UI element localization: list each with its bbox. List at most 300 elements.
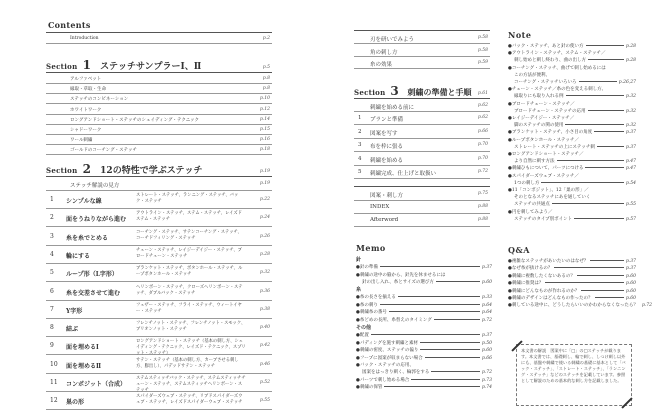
note-item[interactable] (514, 144, 636, 150)
section-title: 刺繍の準備と手順 (407, 87, 472, 97)
stitch-title: 面をうねりながら進む (66, 216, 127, 224)
toc-row[interactable] (46, 74, 272, 84)
section-page: p.5 (262, 65, 270, 70)
stitch-row[interactable] (46, 283, 272, 301)
memo-item-label: ●パディングを施す刺繍と素材 (356, 340, 418, 346)
stitch-desc: ヘリンボーン・ステッチ、クローズヘリンボーン・ステッチ、ダブルバック・ステッチ (136, 284, 243, 296)
note-item-line: そのとなるステッチにあを通していく (514, 195, 591, 201)
intro-page: p.2 (262, 36, 270, 41)
memo-item-page: p.37 (481, 265, 492, 270)
stitch-row[interactable] (46, 392, 272, 410)
note-item-page: p.54 (625, 180, 636, 186)
qa-item[interactable] (508, 295, 636, 301)
qa-item[interactable] (508, 280, 636, 286)
divider (354, 30, 490, 31)
note-item-line: ●円を刺してみよう／ (508, 209, 553, 215)
stitch-row[interactable] (46, 246, 272, 264)
section-word: Section (354, 88, 386, 97)
toc-label: ゴールドのコーチング・ステッチ (70, 148, 138, 154)
memo-item-label: ●刺繍の密度、ステッチの偏り (356, 348, 419, 353)
toc-page: p.58 (477, 35, 488, 40)
toc-label: シャドーワーク (70, 128, 102, 133)
memo-item-page: p.72 (481, 370, 492, 375)
note-item-line: ●レイジーデイジー・ステッチ／ (508, 116, 575, 121)
stitch-title: 糸を交差させて進む (66, 289, 121, 297)
qa-item-page: p.37 (625, 259, 636, 264)
memo-item[interactable] (356, 264, 492, 270)
toc-page: p.62 (477, 115, 488, 120)
note-item-label: ブロードチェーン・ステッチの応用 (514, 108, 586, 114)
intro-row[interactable] (46, 34, 272, 44)
note-item-label: 脚のステッチの関の使用 (514, 123, 564, 129)
toc-page: p.8 (262, 86, 270, 92)
leader-line (586, 45, 624, 46)
section-number: 2 (82, 162, 92, 176)
note-item-label: 1つの刺し方 (514, 180, 540, 186)
stitch-page: p.28 (259, 251, 270, 257)
leader-line (425, 357, 480, 358)
stitch-row[interactable] (46, 191, 272, 209)
stitch-row[interactable] (46, 374, 272, 392)
qa-item-label: ●刺繍に推奨は？ (508, 281, 544, 287)
leader-line (420, 349, 480, 350)
stitch-desc: チェーン・ステッチ、レイジーデイジー・ステッチ、ブロードチェーン・ステッチ (136, 247, 242, 259)
memo-item-page: p.37 (481, 333, 492, 338)
toc-row[interactable] (46, 115, 272, 125)
qa-item-label: ●なぜ糸が抜けるの？ (508, 266, 553, 272)
section1-heading (46, 58, 272, 72)
stitch-page: p.55 (259, 398, 270, 404)
memo-item[interactable] (356, 384, 492, 390)
note-item-label: ●バック・ステッチ、あと針の使い方 (508, 44, 584, 49)
memo-item-label: 図案をはっきり刺く、輪郭をする (362, 370, 430, 375)
leader-line (585, 167, 623, 168)
stitch-number: 3 (50, 232, 54, 240)
qa-heading: Q&A (508, 245, 530, 255)
stitch-number: 11 (50, 379, 58, 386)
leader-line (380, 304, 480, 305)
leader-line (588, 59, 624, 60)
stitch-desc: ブランケット・ステッチ、ボタンホール・ステッチ、ループボタンホール・ステッチ (136, 266, 243, 278)
qa-item-page: p.60 (625, 288, 636, 294)
leader-line (554, 267, 624, 268)
note-item-page: p.47 (625, 166, 636, 172)
leader-line (594, 131, 624, 132)
section3-intro-label: 刺繍を始める前に (370, 105, 415, 111)
toc-row[interactable] (354, 57, 490, 69)
memo-item[interactable] (356, 332, 492, 338)
toc-row[interactable] (354, 153, 490, 166)
memo-group-title: 糸 (356, 287, 362, 293)
leader-line (577, 275, 624, 276)
qa-item-label: ●複雑なステッチがあいたいのはなぜ？ (508, 259, 589, 264)
toc-row[interactable] (354, 32, 490, 44)
guide-page: p.19 (259, 181, 270, 186)
note-item[interactable] (508, 165, 636, 171)
section-word: Section (46, 166, 78, 175)
stitch-row[interactable] (46, 356, 272, 374)
note-item-label: ●刺繍ひもについて、パーツにつける (508, 166, 584, 172)
qa-item-label: ●刺繍にどんなものが作れるのか？ (508, 288, 580, 294)
stitch-title: 結ぶ (66, 326, 79, 334)
qa-item[interactable] (508, 302, 652, 309)
toc-page: p.58 (477, 47, 488, 53)
section3-intro-page: p.62 (477, 103, 488, 108)
toc-label: INDEX (370, 204, 390, 210)
leader-line (595, 297, 624, 298)
memo-item-page: p.50 (481, 340, 492, 346)
divider (354, 98, 490, 99)
leader-line (588, 110, 624, 111)
note-item[interactable] (514, 216, 636, 222)
leader-line (552, 203, 624, 204)
note-item[interactable] (514, 108, 636, 114)
memo-item[interactable] (356, 377, 492, 383)
toc-number: 4 (358, 155, 362, 162)
toc-number: 2 (358, 128, 362, 135)
note-item[interactable] (508, 129, 636, 135)
stitch-desc: スパイダーズウェブ・ステッチ、リブドスパイダーズウェブ・ステッチ、レイズドスパイダーウェブ・ステッチ (136, 394, 243, 406)
divider (46, 176, 272, 177)
toc-row[interactable] (354, 45, 490, 57)
memo-item-label: ●糸どめの長所、糸替えのタイミング (356, 317, 432, 323)
stitch-row[interactable] (46, 319, 272, 337)
memo-item-page: p.73 (481, 377, 492, 383)
section3-heading (354, 84, 490, 98)
toc-row[interactable] (354, 214, 490, 227)
qa-item-label: ●刺繍に複数したくないあるの？ (508, 273, 575, 279)
stitch-desc: ロングアンドショート・ステッチ（基本の刺し方、シェイディング・テクニック、レイズド・テクニック、スプリット・ステッチ） (136, 339, 246, 357)
section2-heading (46, 162, 272, 176)
toc-label: 刺繍を始める (370, 157, 404, 164)
qa-item-page: p.60 (625, 281, 636, 287)
memo-item-page: p.72 (481, 317, 492, 323)
memo-heading: Memo (356, 243, 386, 253)
toc-label: アルファベット (70, 77, 102, 82)
stitch-title: シンプルな線 (66, 198, 102, 205)
memo-item-page: p.64 (481, 302, 492, 308)
note-item-line: ●アウトライン・ステッチ、ステム・ステッチ／ (508, 51, 606, 57)
memo-item[interactable] (356, 355, 492, 361)
toc-row[interactable] (46, 125, 272, 135)
memo-item-page: p.66 (481, 355, 492, 361)
note-item-page: p.57 (625, 216, 636, 222)
toc-row[interactable] (354, 166, 490, 179)
stitch-title: コンポジット（合成） (66, 381, 127, 388)
note-item-page: p.26,27 (618, 80, 636, 85)
note-item-page: p.47 (625, 159, 636, 165)
section-page: p.61 (477, 91, 488, 96)
note-item[interactable] (514, 93, 636, 99)
note-heading: Note (508, 30, 532, 40)
note-item-line: ●スパイダーズウェブ・ステッチ／ (508, 173, 579, 179)
memo-item-line: ●バック・ステッチの応用、 (356, 363, 414, 368)
stitch-desc: ステムスティッチバック・ステッチ、ステムスティッチチェーン・ステッチ、ステムスティッチヘリンボーン・ステッチ (136, 376, 246, 393)
toc-row[interactable] (354, 126, 490, 139)
contents-heading: Contents (48, 20, 91, 30)
stitch-title: Y字形 (66, 307, 83, 315)
section-title: 12の特性で学ぶステッチ (100, 166, 203, 176)
stitch-desc: フェザー・ステッチ、フライ・ステッチ、ウィートイヤー・ステッチ (136, 302, 242, 314)
stitch-number: 7 (50, 305, 54, 313)
toc-label: 図案・刺し方 (370, 193, 404, 199)
section-number: 3 (390, 84, 399, 98)
stitch-title: 面を埋めるⅠ (66, 344, 99, 352)
leader-line (565, 124, 624, 125)
divider (46, 72, 272, 73)
note-item-page: p.32 (625, 94, 636, 100)
note-item-line: ●ブロードチェーン・ステッチ／ (508, 101, 575, 107)
note-item[interactable] (514, 79, 636, 85)
memo-item-line: ●刺繍の途中の脇から、針先を休ませるには (356, 272, 446, 278)
toc-page: p.59 (477, 60, 488, 65)
toc-label: 糸の効果 (370, 62, 393, 68)
section3-intro-row[interactable] (354, 100, 490, 112)
qa-item-page: p.60 (625, 273, 636, 279)
note-item-page: p.32 (625, 123, 636, 129)
stitch-number: 5 (50, 269, 54, 277)
note-item[interactable] (514, 180, 636, 186)
toc-row[interactable] (46, 84, 272, 94)
memo-item[interactable] (356, 294, 492, 300)
qa-item-page: p.60 (625, 296, 636, 301)
toc-page: p.14 (259, 116, 270, 122)
toc-page: p.70 (477, 155, 488, 161)
stitch-number: 1 (50, 196, 54, 203)
qa-item-label: ●刺している途中に、どうしたらいいのかわからなくなったら？ (508, 303, 638, 309)
qa-item[interactable] (508, 288, 636, 294)
toc-row[interactable] (354, 112, 490, 125)
memo-item-label: ●刺繍の保管 (356, 385, 383, 390)
stitch-title: ループ形（L字形） (66, 271, 118, 279)
stitch-page: p.42 (259, 343, 270, 349)
toc-page: p.66 (477, 128, 488, 134)
toc-label: 図案を写す (370, 130, 398, 137)
memo-item-label: ●糸の長さを揃える (356, 295, 396, 300)
note-item-page: p.37 (625, 130, 636, 136)
stitch-row[interactable] (46, 337, 272, 355)
leader-line (597, 146, 624, 147)
memo-item-page: p.74 (481, 385, 492, 390)
guide-label: ステッチ解説の見方 (70, 183, 120, 189)
stitch-title: 輪にする (66, 252, 91, 260)
toc-page: p.88 (477, 217, 488, 222)
leader-line (434, 319, 480, 320)
toc-page: p.72 (477, 169, 488, 174)
memo-item-label: ●配置 (356, 333, 369, 338)
toc-page: p.75 (477, 191, 488, 196)
note-item[interactable] (514, 122, 636, 128)
section-title: ステッチサンプラーⅠ、Ⅱ (100, 62, 202, 72)
memo-item[interactable] (356, 302, 492, 308)
toc-label: 角の刺し方 (370, 49, 398, 56)
stitch-title: 巣の形 (66, 399, 85, 407)
toc-page: p.8 (262, 76, 270, 81)
qa-item[interactable] (508, 265, 636, 271)
leader-line (389, 311, 480, 312)
memo-item-label: ●糸の刺り (356, 302, 378, 308)
stitch-desc: コーチング・ステッチ、サテンコーチング・ステッチ、コーチドフィリング・ステッチ (136, 229, 242, 241)
toc-page: p.70 (477, 142, 488, 147)
toc-page: p.16 (259, 137, 270, 143)
toc-label: プランと準備 (370, 117, 404, 123)
stitch-number: 9 (50, 342, 54, 350)
section-number: 1 (82, 58, 92, 72)
note-item[interactable] (514, 201, 636, 207)
leader-line (541, 182, 624, 183)
qa-item-page: p.37 (625, 266, 636, 272)
leader-line (436, 281, 480, 282)
note-item-page: p.32 (625, 108, 636, 114)
stitch-page: p.38 (259, 306, 270, 312)
toc-row[interactable] (354, 201, 490, 214)
memo-group-title: その他 (356, 325, 372, 331)
guide-row[interactable] (46, 178, 272, 191)
toc-number: 3 (358, 142, 362, 148)
leader-line (380, 266, 480, 267)
toc-row[interactable] (354, 188, 490, 201)
leader-line (398, 296, 480, 297)
memo-item[interactable] (362, 279, 492, 285)
note-item-label: 刺し始めと刺し終わり、曲の出し方 (514, 58, 586, 64)
note-item-label: ステッチのタイプ別ポイント (514, 216, 573, 222)
leader-line (557, 160, 624, 161)
memo-item[interactable] (356, 317, 492, 323)
memo-group-title: 針 (356, 257, 362, 263)
stitch-row[interactable] (46, 301, 272, 319)
stitch-page: p.24 (259, 215, 270, 221)
toc-row[interactable] (46, 94, 272, 104)
toc-page: p.10 (259, 96, 270, 102)
leader-line (431, 371, 480, 372)
note-item-line: この方法が便利、 (514, 72, 550, 78)
qa-item-page: p.72 (641, 303, 652, 309)
memo-item-page: p.33 (481, 295, 492, 300)
stitch-desc: ストレート・ステッチ、ランニング・ステッチ、バック・ステッチ (136, 193, 239, 204)
memo-item-label: 針の出し入れ、糸とサイズの選び方 (362, 279, 434, 285)
note-item-line: ●チェーン・ステッチ／糸の色を変える刺し方、 (508, 87, 607, 93)
leader-line (581, 290, 624, 291)
memo-item-page: p.60 (481, 348, 492, 353)
note-item-label: ストレート・ステッチの上にステッチ刺 (514, 144, 595, 150)
stitch-number: 12 (50, 397, 58, 405)
memo-item-label: ●針の準備 (356, 265, 378, 270)
stitch-page: p.32 (259, 270, 270, 276)
divider (46, 32, 272, 33)
leader-line (566, 95, 624, 96)
section-page: p.19 (259, 169, 270, 174)
leader-line (371, 334, 480, 335)
note-item-line: ●コーチング・ステッチ、曲げて刺し始めるには (508, 65, 606, 71)
note-item[interactable] (508, 43, 636, 49)
stitch-desc: アウトライン・ステッチ、ステム・ステッチ、レイズドステム・ステッチ (136, 211, 242, 223)
stitch-number: 10 (50, 360, 58, 368)
intro-label: Introduction (70, 36, 99, 41)
stitch-number: 2 (50, 214, 54, 222)
note-item-line: ●ループボタンホール・ステッチ／ (508, 137, 580, 143)
memo-item[interactable] (356, 309, 492, 315)
note-item-page: p.37 (625, 144, 636, 150)
toc-label: ホワイトワーク (70, 107, 102, 113)
stitch-row[interactable] (46, 209, 272, 227)
memo-item-page: p.64 (481, 310, 492, 315)
memo-item[interactable] (356, 340, 492, 346)
toc-label: 布を枠に張る (370, 144, 404, 150)
toc-label: 縁取・草取・生命 (70, 87, 106, 93)
note-item-label: より自然に刺す方法 (514, 159, 555, 165)
tip-box (516, 344, 632, 406)
qa-item-label: ●刺繍のデザインはどんなもの作ったの？ (508, 296, 593, 301)
toc-page: p.12 (259, 106, 270, 112)
toc-number: 5 (358, 169, 362, 175)
tip-text: 本文書の解説 図案中に「□」の□ステッチが載ります。本文書では、基礎刺し、輪で刺し、しつけ刺し以外にも、基盤や刺繍で使いる刺繍の基礎に基本として「バック・ステッチ」、「ストレート・ステッチ」、「ランニング・ステッチ」などのステッチを記載しています。参照として解説のための基本的な刺し方を記載しました。 (521, 348, 626, 383)
note-item-line: ●11「コンポジット」、12「巣の形」／ (508, 188, 589, 193)
note-item-line: ●ロングアンドショート・ステッチ／ (508, 152, 584, 157)
stitch-desc: サテン・ステッチ（基本の刺し方、カーブさせる刺し方、膨出し）、パデッドサテン・ステッチ (136, 357, 239, 369)
leader-line (411, 379, 480, 380)
memo-item[interactable] (356, 347, 492, 353)
note-item-label: 縁取りにも取り入れる例 (514, 94, 564, 100)
stitch-page: p.46 (259, 361, 270, 367)
toc-row[interactable] (46, 135, 272, 145)
memo-item-label: ●フープに図案が収まらない場合 (356, 355, 423, 361)
stitch-title: 糸を糸でとめる (66, 234, 109, 242)
stitch-page: p.52 (259, 380, 270, 385)
note-item[interactable] (514, 57, 636, 63)
memo-item[interactable] (362, 369, 492, 375)
note-item-label: ●ブランケット・ステッチ、小さ目の角度 (508, 130, 593, 136)
stitch-row[interactable] (46, 264, 272, 282)
stitch-page: p.22 (259, 197, 270, 202)
toc-row[interactable] (46, 145, 272, 155)
stitch-desc: フレンチノット・ステッチ、フレンチノット・スモック、ブリオンノット・ステッチ (136, 321, 246, 333)
stitch-page: p.40 (259, 325, 270, 331)
memo-item-page: p.60 (481, 279, 492, 285)
toc-label: ロングアンドショート・ステッチのシェイディング・テクニック (70, 117, 200, 123)
toc-page: p.15 (259, 127, 270, 132)
toc-row[interactable] (46, 105, 272, 115)
note-item-label: コーチング・ステッチいろいろ (514, 80, 577, 85)
leader-line (545, 282, 624, 283)
leader-line (384, 386, 480, 387)
toc-label: Afterword (370, 217, 399, 223)
note-item-label: ステッチの共通点 (514, 202, 550, 208)
note-item[interactable] (514, 158, 636, 164)
section-word: Section (46, 62, 78, 71)
qa-item[interactable] (508, 258, 636, 264)
stitch-title: 面を埋めるⅡ (66, 362, 102, 370)
toc-page: p.18 (259, 147, 270, 153)
stitch-number: 6 (50, 287, 54, 295)
leader-line (420, 342, 480, 343)
stitch-row[interactable] (46, 228, 272, 246)
stitch-page: p.26 (259, 233, 270, 239)
note-item-page: p.28 (625, 58, 636, 64)
stitch-page: p.36 (259, 288, 270, 294)
toc-label: ワール刺繍 (70, 138, 93, 144)
stitch-number: 4 (50, 250, 54, 258)
leader-line (590, 260, 624, 261)
toc-label: ステッチのコンビネーション (70, 97, 129, 103)
stitch-number: 8 (50, 324, 54, 332)
toc-row[interactable] (354, 139, 490, 152)
note-item-page: p.55 (625, 202, 636, 208)
memo-item-label: ●刺繍糸の番号 (356, 310, 387, 315)
toc-label: 刺繍完成、仕上げと取扱い (370, 171, 437, 177)
toc-label: 刃を研いでみよう (370, 37, 415, 43)
qa-item[interactable] (508, 273, 636, 279)
toc-number: 1 (358, 115, 362, 121)
